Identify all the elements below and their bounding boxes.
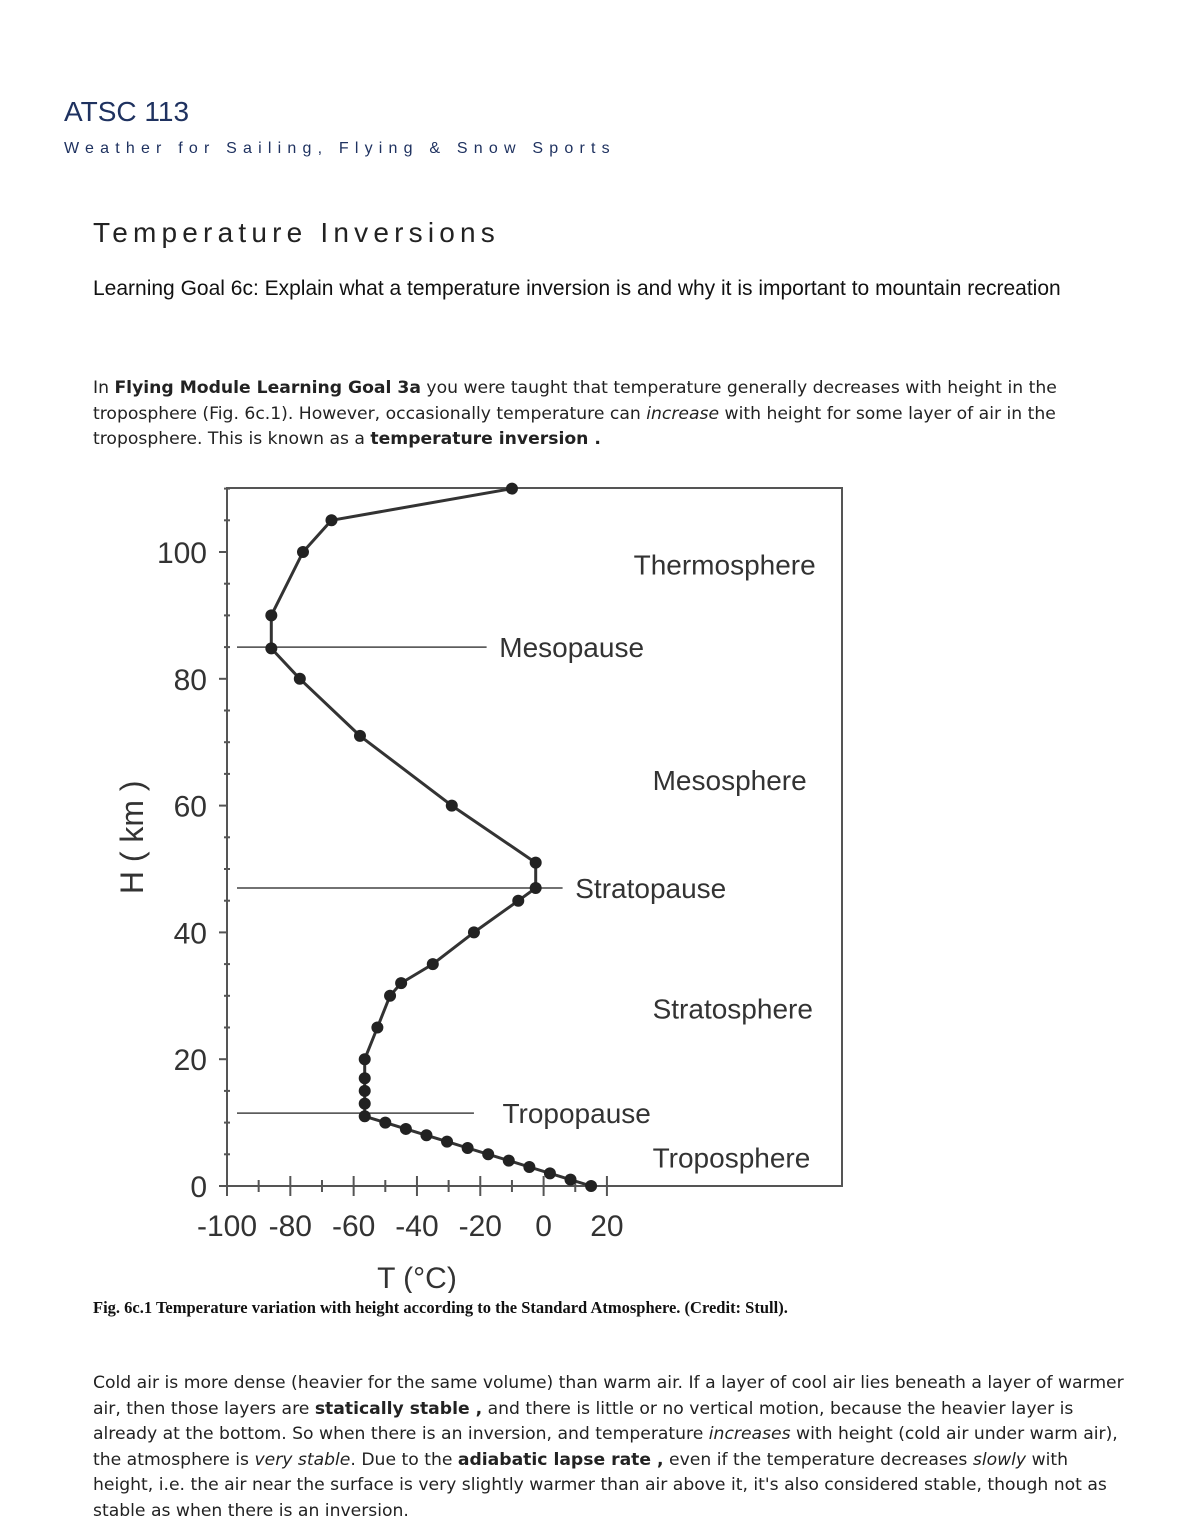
layer-label: Thermosphere [633,549,816,581]
data-point [506,483,518,495]
y-axis-label: H ( km ) [114,780,150,895]
data-point [359,1098,371,1110]
data-point [371,1022,383,1034]
data-point [512,895,524,907]
bold-text: statically stable , [314,1398,483,1419]
y-tick-label: 80 [173,663,207,697]
plot-frame [227,488,842,1186]
data-point [503,1155,515,1167]
layer-label: Stratosphere [652,993,813,1025]
y-tick-label: 60 [173,790,207,824]
x-tick-label: 20 [590,1210,624,1243]
italic-text: slowly [972,1449,1027,1470]
text-run: and there is little or no vertical motion, because the heavier layer is already at the bottom. So when there is an inversion, and temperature [93,1398,1074,1444]
text-run: . Due to the [350,1449,458,1470]
italic-text: increases [708,1424,791,1444]
data-point [482,1148,494,1160]
data-point [427,958,439,970]
text-run: Cold air is more dense (heavier for the same volume) than warm air. If a layer of cool air lies beneath a layer of warmer air, then those layers are [93,1373,1124,1419]
figure-caption: Fig. 6c.1 Temperature variation with height according to the Standard Atmosphere. (Credit: Stull). [93,1298,788,1317]
italic-text: very stable [254,1449,351,1470]
data-point [359,1110,371,1122]
data-point [523,1161,535,1173]
data-point [325,514,337,526]
x-tick-label: -80 [268,1210,312,1243]
boundary-label: Stratopause [575,873,727,905]
data-point [359,1085,371,1097]
boundary-label: Mesopause [499,632,645,664]
data-point [379,1117,391,1129]
data-point [265,642,277,654]
y-tick-label: 40 [173,917,207,951]
temperature-profile-chart [100,478,860,1293]
text-run: with height, i.e. the air near the surface is very slightly warmer than air above it, it's also considered stable, though not as stable as when there is an inversion. [93,1449,1107,1521]
data-point [297,546,309,558]
course-subtitle: Weather for Sailing, Flying & Snow Sports [64,140,616,157]
data-point [565,1174,577,1186]
y-tick-label: 0 [190,1171,207,1204]
text-run: with height (cold air under warm air), the atmosphere is [93,1424,1118,1470]
y-tick-label: 20 [173,1044,207,1078]
data-point [530,882,542,894]
temperature-profile-line [271,489,591,1186]
data-point [420,1129,432,1141]
x-tick-label: -100 [196,1210,258,1243]
data-point [468,926,480,938]
bold-text: temperature inversion . [370,429,601,449]
y-tick-label: 100 [156,537,207,570]
x-axis-label: T (°C) [377,1262,457,1293]
italic-text: increase [646,403,720,424]
data-point [294,673,306,685]
data-point [359,1053,371,1065]
data-point [462,1142,474,1154]
data-point [544,1167,556,1179]
data-point [395,977,407,989]
bold-text: Flying Module Learning Goal 3a [114,378,421,398]
learning-goal: Learning Goal 6c: Explain what a temperature inversion is and why it is important to mountain recreation [93,277,1061,300]
data-point [585,1180,597,1192]
x-tick-label: -40 [395,1210,439,1243]
x-tick-label: 0 [535,1210,552,1243]
x-tick-label: -20 [458,1210,502,1243]
stability-paragraph [93,1371,1133,1524]
data-point [400,1123,412,1135]
temperature-profile-figure [100,478,860,1298]
data-point [359,1072,371,1084]
text-run: you were taught that temperature generally decreases with height in the troposphere (Fig. 6c.1). However, occasionally temperature can [93,378,1057,424]
data-point [441,1136,453,1148]
data-point [530,857,542,869]
data-point [384,990,396,1002]
text-run: even if the temperature decreases [663,1449,973,1470]
text-run: In [93,378,115,398]
x-tick-label: -60 [331,1210,376,1243]
data-point [354,730,366,742]
boundary-label: Tropopause [502,1098,651,1130]
data-point [265,609,277,621]
layer-label: Mesosphere [652,765,807,797]
bold-text: adiabatic lapse rate , [457,1449,664,1470]
intro-paragraph [93,376,1093,453]
section-title: Temperature Inversions [93,217,500,248]
layer-label: Troposphere [652,1142,811,1174]
text-run: with height for some layer of air in the troposphere. This is known as a [93,403,1056,449]
course-title: ATSC 113 [64,96,190,127]
data-point [446,800,458,812]
